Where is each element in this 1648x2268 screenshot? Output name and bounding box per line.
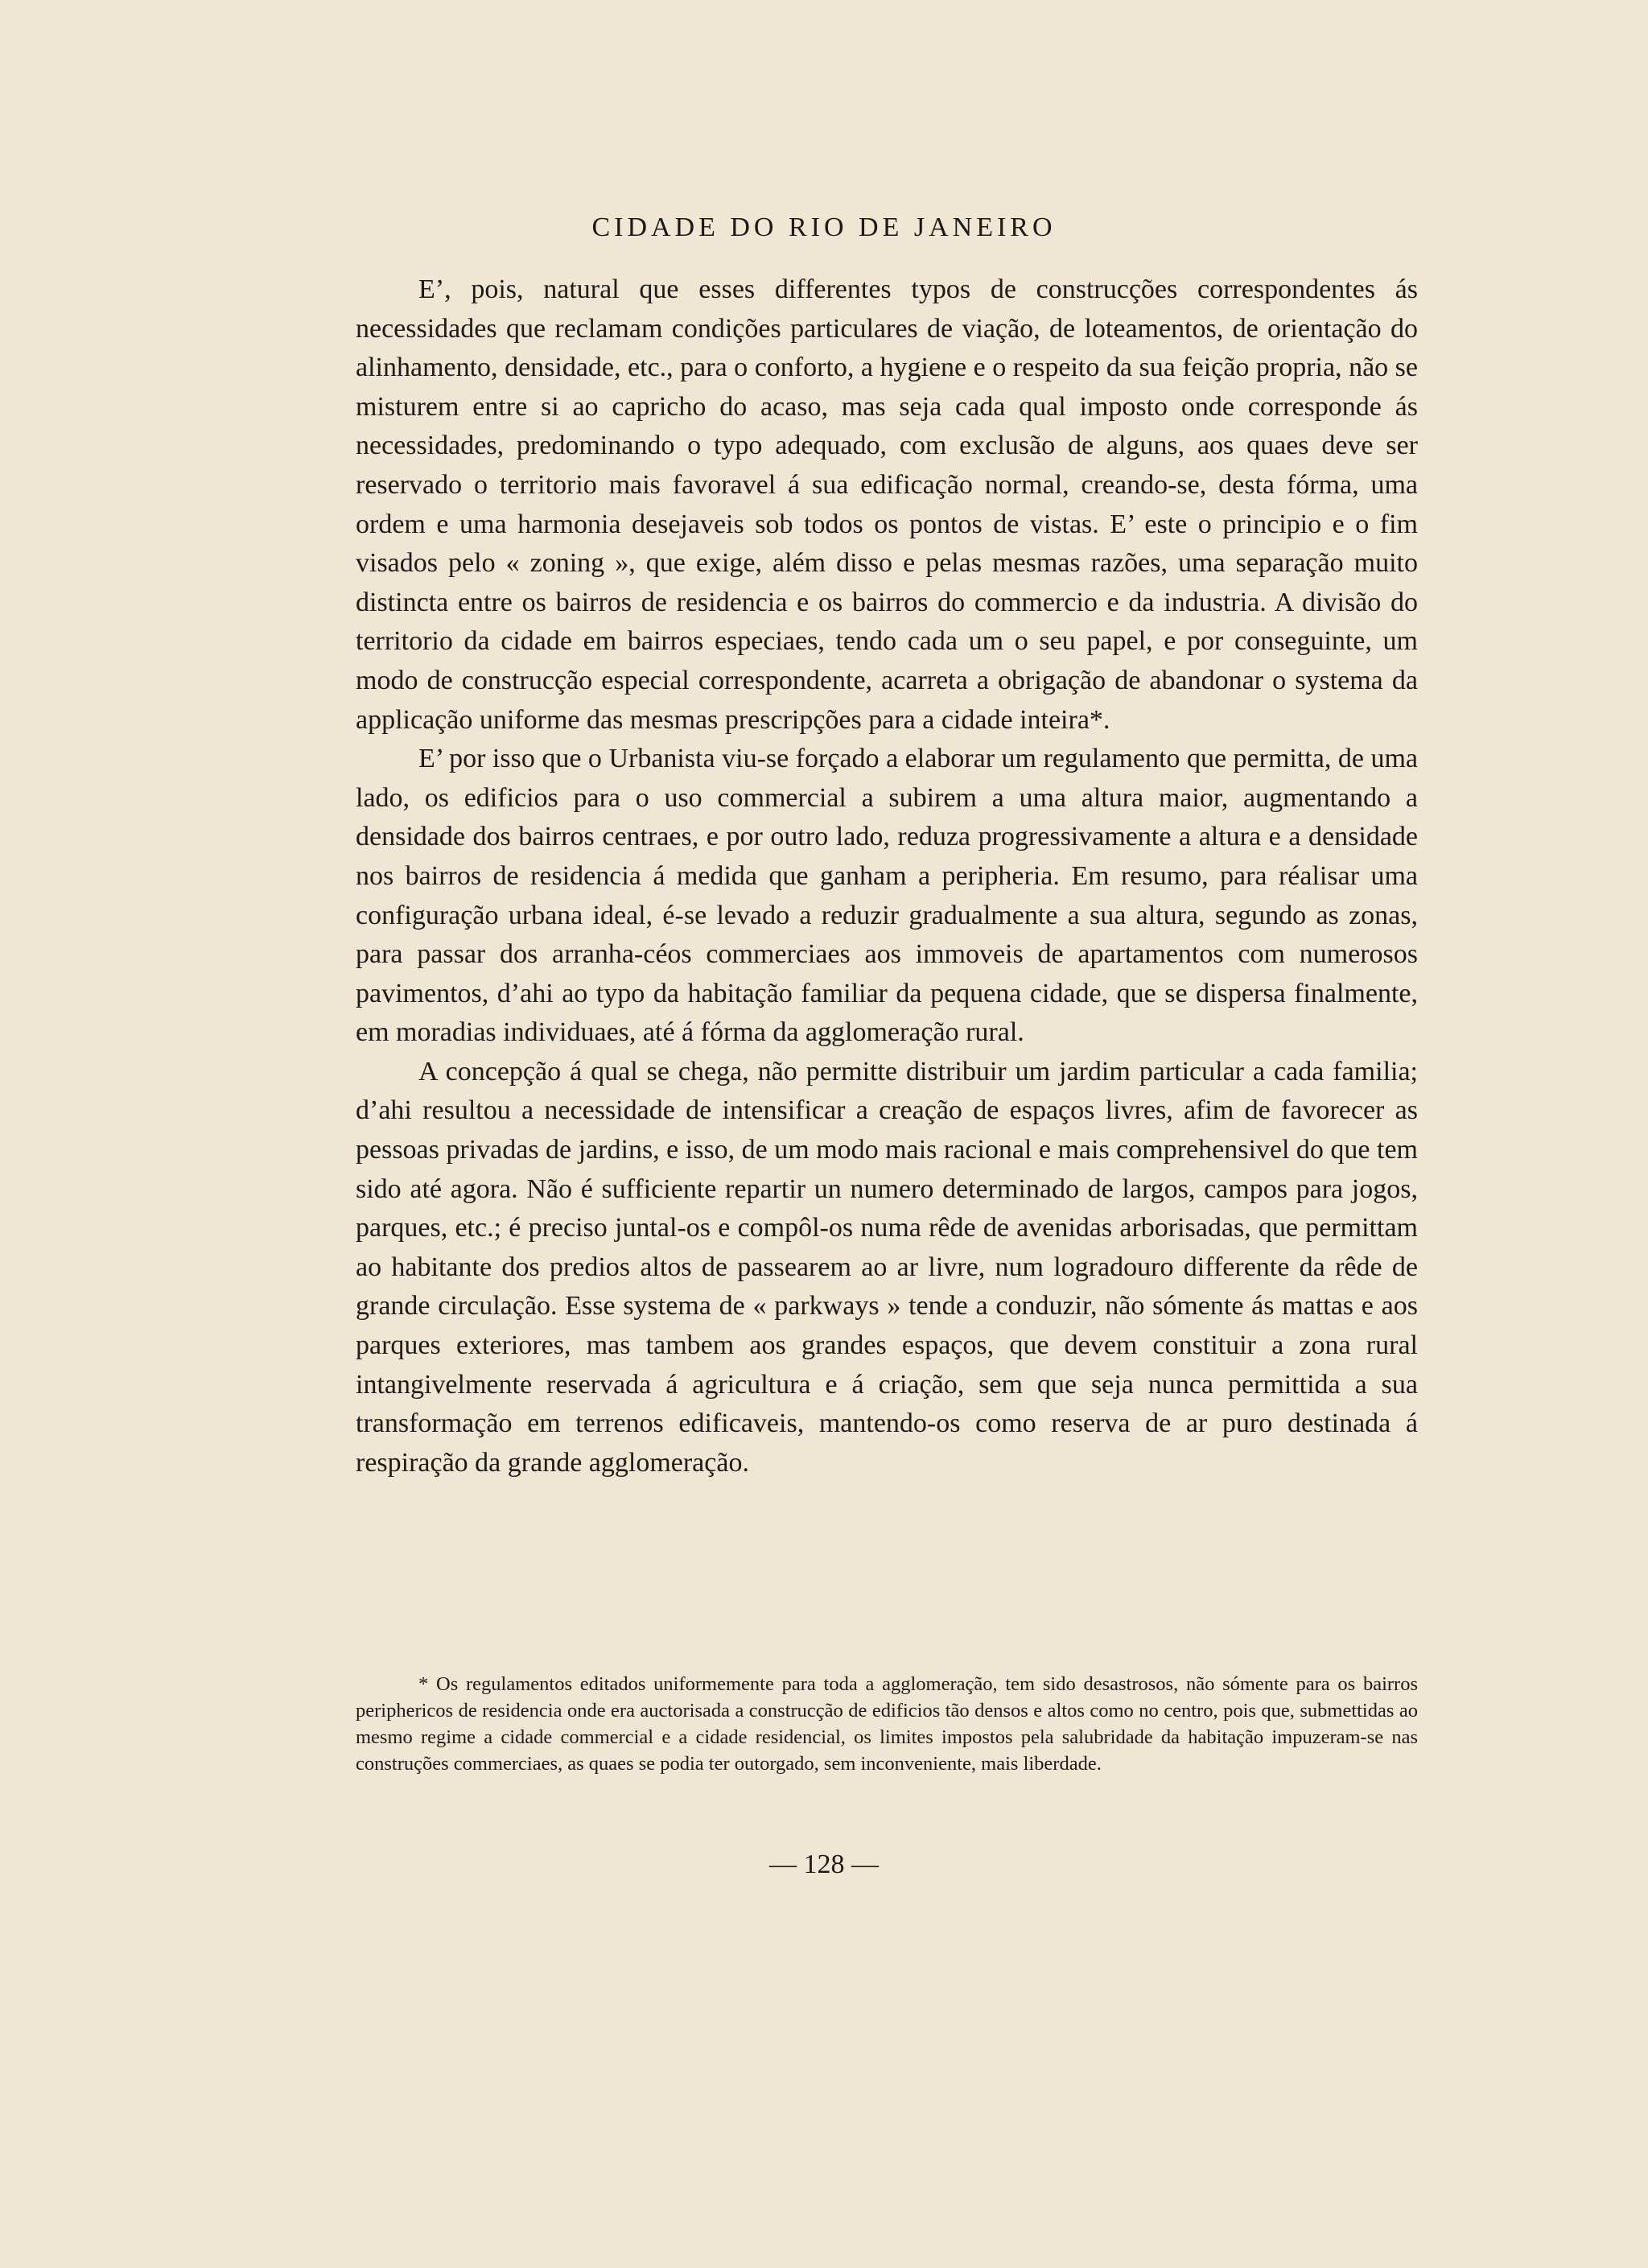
footnote xyxy=(356,1671,1418,1777)
body-text xyxy=(356,270,1418,1482)
page-number: — 128 — xyxy=(769,1849,879,1879)
paragraph: E’ por isso que o Urbanista viu-se forçado a elaborar um regulamento que permitta, de uma lado, os edificios para o uso commercial a subirem a uma altura maior, augmentando a densidade dos bairros centraes, e por outro lado, reduza progressivamente a altura e a densidade nos bairros de residencia á medida que ganham a peripheria. Em resumo, para réalisar uma configuração urbana ideal, é-se levado a reduzir gradualmente a sua altura, segundo as zonas, para passar dos arranha-céos commerciaes aos immoveis de apartamentos com numerosos pavimentos, d’ahi ao typo da habitação familiar da pequena cidade, que se dispersa finalmente, em moradias individuaes, até á fórma da agglomeração rural. xyxy=(356,744,1418,1048)
paragraph: E’, pois, natural que esses differentes typos de construcções correspondentes ás necessidades que reclamam condições particulares de viação, de loteamentos, de orientação do alinhamento, densidade, etc., para o conforto, a hygiene e o respeito da sua feição propria, não se misturem entre si ao capricho do acaso, mas seja cada qual imposto onde corresponde ás necessidades, predominando o typo adequado, com exclusão de alguns, aos quaes deve ser reservado o territorio mais favoravel á sua edificação normal, creando-se, desta fórma, uma ordem e uma harmonia desejaveis sob todos os pontos de vistas. E’ este o principio e o fim visados pelo « zoning », que exige, além disso e pelas mesmas razões, uma separação muito distincta entre os bairros de residencia e os bairros do commercio e da industria. A divisão do territorio da cidade em bairros especiaes, tendo cada um o seu papel, e por conseguinte, um modo de construcção especial correspondente, acarreta a obrigação de abandonar o systema da applicação uniforme das mesmas prescripções para a cidade inteira*. xyxy=(356,274,1418,735)
running-head: CIDADE DO RIO DE JANEIRO xyxy=(591,212,1057,242)
footnote-text: * Os regulamentos editados uniformemente para toda a agglomeração, tem sido desastrosos, não sómente para os bairros periphericos de residencia onde era auctorisada a construcção de edificios tão densos e altos como no centro, pois que, submettidas ao mesmo regime a cidade commercial e a cidade residencial, os limites impostos pela salubridade da habitação impuzeram-se nas construções commerciaes, as quaes se podia ter outorgado, sem inconveniente, mais liberdade. xyxy=(356,1673,1418,1775)
paragraph: A concepção á qual se chega, não permitte distribuir um jardim particular a cada familia; d’ahi resultou a necessidade de intensificar a creação de espaços livres, afim de favorecer as pessoas privadas de jardins, e isso, de um modo mais racional e mais comprehensivel do que tem sido até agora. Não é sufficiente repartir un numero determinado de largos, campos para jogos, parques, etc.; é preciso juntal-os e compôl-os numa rêde de avenidas arborisadas, que permittam ao habitante dos predios altos de passearem ao ar livre, num logradouro differente da rêde de grande circulação. Esse systema de « parkways » tende a conduzir, não sómente ás mattas e aos parques exteriores, mas tambem aos grandes espaços, que devem constituir a zona rural intangivelmente reservada á agricultura e á criação, sem que seja nunca permittida a sua transformação em terrenos edificaveis, mantendo-os como reserva de ar puro destinada á respiração da grande agglomeração. xyxy=(356,1056,1419,1478)
